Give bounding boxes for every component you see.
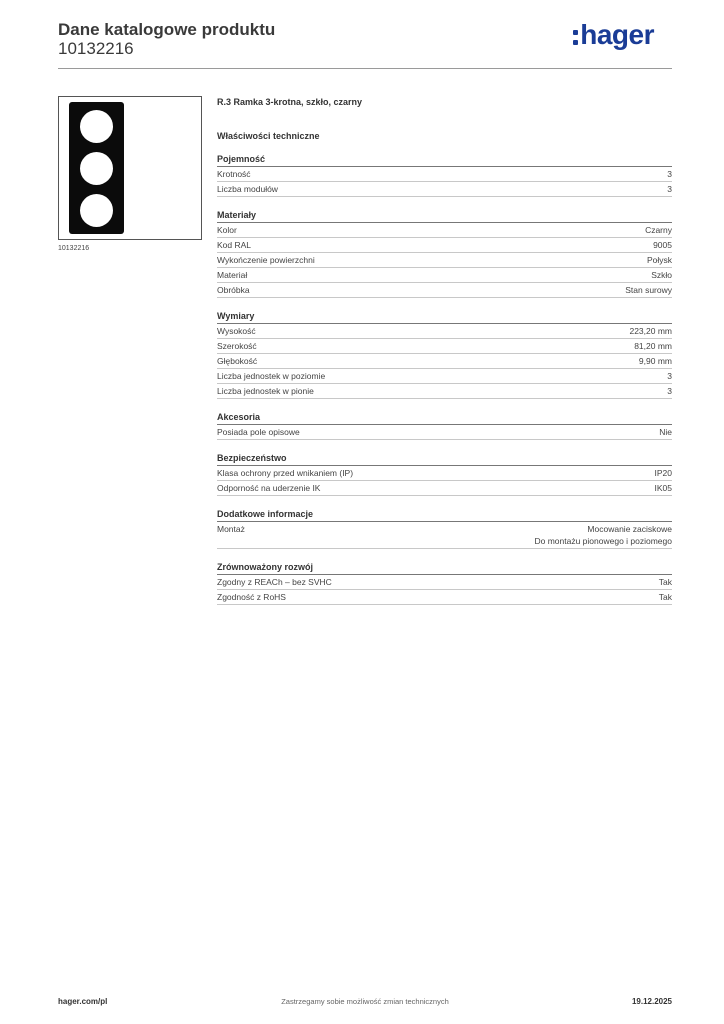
plate-opening [80,152,113,185]
spec-value: 3 [667,371,672,381]
spec-label: Liczba modułów [217,184,278,194]
spec-value: IK05 [654,483,672,493]
spec-value [534,522,672,548]
plate-opening [80,110,113,143]
product-name: R.3 Ramka 3-krotna, szkło, czarny [217,97,363,107]
spec-label: Materiał [217,270,248,280]
footer-date: 19.12.2025 [631,997,672,1006]
spec-label: Posiada pole opisowe [217,427,300,437]
image-caption: 10132216 [58,245,90,252]
spec-group [217,562,672,605]
spec-label: Wysokość [217,326,256,336]
spec-group [217,509,672,549]
product-code: 10132216 [58,39,134,58]
product-specs [217,96,672,605]
spec-label: Klasa ochrony przed wnikaniem (IP) [217,468,354,478]
spec-value: Nie [659,427,672,437]
spec-value: IP20 [654,468,672,478]
spec-row [217,268,672,283]
header-divider [58,68,672,69]
spec-label: Kolor [217,225,237,235]
spec-value: Tak [658,592,672,602]
footer-notice: Zastrzegamy sobie możliwość zmian technicznych [281,997,449,1006]
group-title: Pojemność [217,154,672,167]
spec-label: Zgodność z RoHS [217,592,286,602]
plate-opening [80,194,113,227]
group-title: Materiały [217,210,672,223]
spec-row [217,384,672,399]
spec-label: Liczba jednostek w poziomie [217,371,326,381]
group-title: Dodatkowe informacje [217,509,672,522]
logo-text: hager [580,19,654,50]
section-title: Właściwości techniczne [217,131,320,141]
frame-plate-icon [69,102,124,234]
spec-value: Tak [658,577,672,587]
spec-row [217,339,672,354]
group-title: Zrównoważony rozwój [217,562,672,575]
spec-row [217,590,672,605]
spec-label: Obróbka [217,285,250,295]
footer-website-link[interactable]: hager.com/pl [58,997,108,1006]
group-title: Wymiary [217,311,672,324]
spec-row [217,481,672,496]
spec-label: Szerokość [217,341,257,351]
spec-value: 9,90 mm [638,356,672,366]
spec-row [217,575,672,590]
spec-value: 3 [667,169,672,179]
group-title: Akcesoria [217,412,672,425]
spec-value: 3 [667,386,672,396]
spec-row [217,324,672,339]
spec-group [217,412,672,440]
document-title: Dane katalogowe produktu [58,20,276,39]
spec-group [217,210,672,298]
spec-value: 81,20 mm [634,341,672,351]
spec-row [217,253,672,268]
spec-value: Połysk [646,255,672,265]
spec-label: Odporność na uderzenie IK [217,483,321,493]
spec-value-line: Do montażu pionowego i poziomego [534,536,672,546]
page-footer [58,997,672,1011]
spec-label: Wykończenie powierzchni [217,255,315,265]
spec-row [217,369,672,384]
spec-label: Kod RAL [217,240,252,250]
spec-value: Czarny [645,225,672,235]
spec-group [217,154,672,197]
spec-value: Stan surowy [625,285,672,295]
group-title: Bezpieczeństwo [217,453,672,466]
hager-logo[interactable] [573,20,654,50]
spec-row [217,522,672,549]
spec-value-line: Mocowanie zaciskowe [587,524,672,534]
spec-row [217,283,672,298]
spec-label: Liczba jednostek w pionie [217,386,314,396]
spec-value: Szkło [651,270,672,280]
page-header [58,20,672,70]
spec-row [217,238,672,253]
spec-group [217,453,672,496]
spec-label: Zgodny z REACh – bez SVHC [217,577,332,587]
product-image [58,96,202,240]
spec-row [217,167,672,182]
logo-dots-icon [573,30,578,45]
spec-label: Montaż [217,524,245,534]
spec-row [217,354,672,369]
spec-value: 9005 [653,240,672,250]
spec-row [217,223,672,238]
spec-group [217,311,672,399]
spec-label: Głębokość [217,356,258,366]
spec-row [217,182,672,197]
spec-row [217,466,672,481]
spec-value: 3 [667,184,672,194]
spec-row [217,425,672,440]
spec-label: Krotność [217,169,251,179]
spec-value: 223,20 mm [629,326,672,336]
